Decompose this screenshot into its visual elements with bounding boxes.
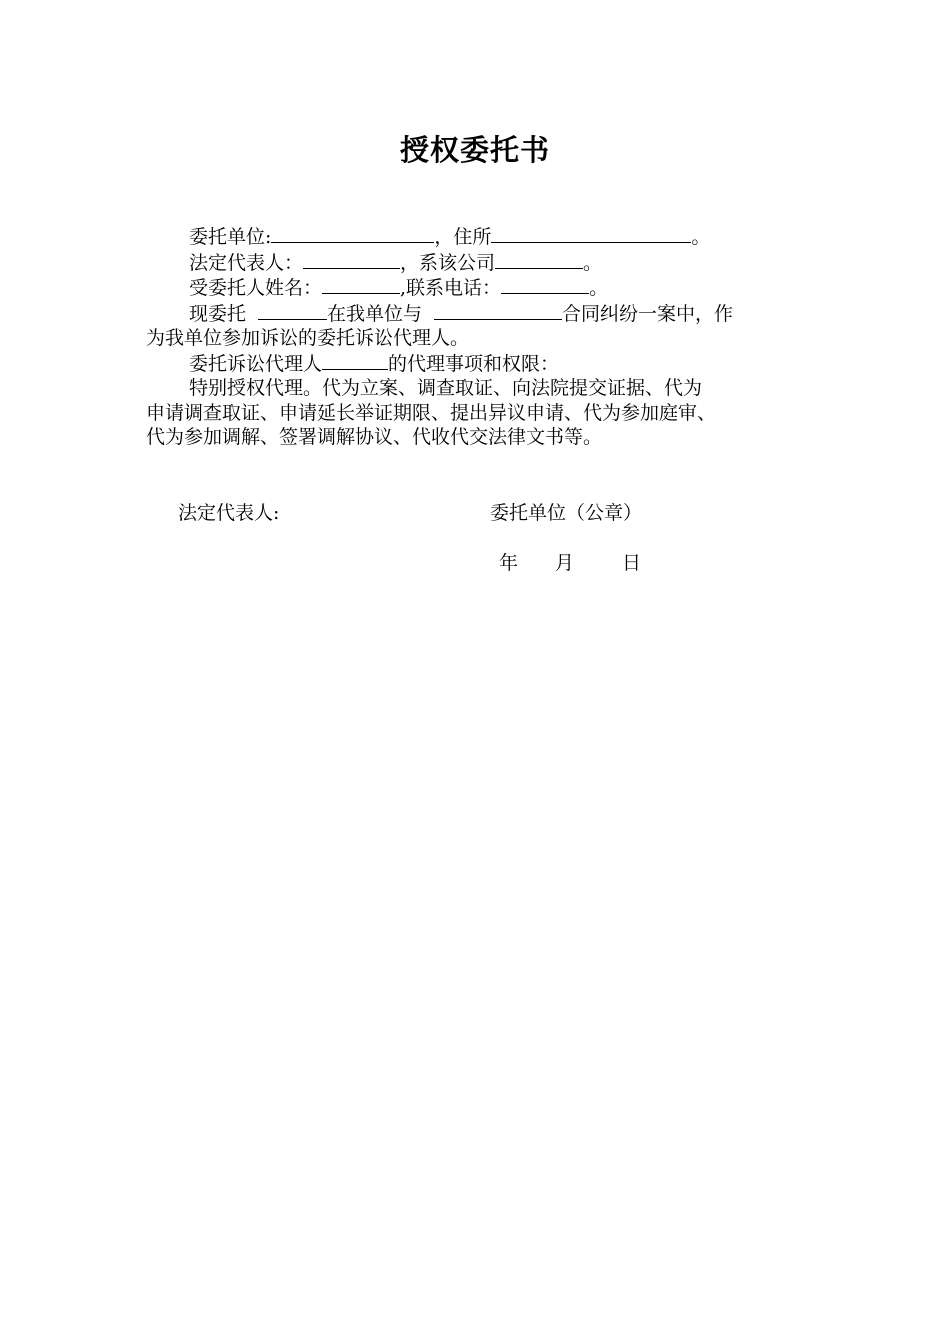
line-authority-3: 代为参加调解、签署调解协议、代收代交法律文书等。 [146, 426, 603, 448]
line-entrust [146, 301, 826, 327]
text-entrust-label: 现委托 [189, 302, 247, 325]
line-authority-2: 申请调查取证、申请延长举证期限、提出异议申请、代为参加庭审、 [146, 401, 717, 424]
document-body [146, 224, 826, 450]
text-contract-dispute: 合同纠纷一案中，作 [562, 302, 734, 325]
blank-company-position [495, 250, 583, 269]
text-matters-label: 的代理事项和权限： [388, 352, 560, 375]
text-company-position-label: ，系该公司 [400, 251, 496, 274]
period: 。 [589, 277, 609, 299]
company-seal-label: 委托单位（公章） [490, 502, 643, 524]
legal-rep-signature-label: 法定代表人: [178, 502, 280, 524]
date-year: 年 [499, 552, 519, 574]
blank-entrusting-unit [271, 224, 434, 243]
line-agent-role: 为我单位参加诉讼的委托诉讼代理人。 [146, 327, 470, 349]
text-case-with-label: 在我单位与 [327, 302, 423, 325]
date-month: 月 [555, 552, 575, 574]
line-entrusting-unit [146, 224, 826, 250]
line-agency-matters [146, 351, 826, 377]
period: 。 [583, 251, 603, 274]
blank-opposing-party [434, 301, 562, 320]
blank-phone [501, 275, 589, 294]
document-title: 授权委托书 [399, 133, 550, 167]
text-entrusting-unit-label: 委托单位: [189, 226, 272, 248]
blank-entrusted-person [258, 301, 327, 320]
date-day: 日 [622, 552, 642, 574]
blank-agent [322, 351, 388, 370]
text-residence-label: ，住所 [434, 226, 492, 248]
blank-legal-rep [303, 250, 400, 269]
text-phone-label: ,联系电话： [400, 277, 502, 299]
blank-residence [491, 224, 691, 243]
text-agent-label: 委托诉讼代理人 [189, 352, 323, 375]
period: 。 [691, 226, 711, 248]
text-agent-name-label: 受委托人姓名： [189, 277, 323, 299]
line-agent-name [146, 275, 826, 301]
line-legal-representative [146, 250, 826, 276]
line-authority-1: 特别授权代理。代为立案、调查取证、向法院提交证据、代为 [189, 377, 703, 399]
blank-agent-name [322, 275, 400, 294]
text-legal-rep-label: 法定代表人： [189, 251, 304, 274]
